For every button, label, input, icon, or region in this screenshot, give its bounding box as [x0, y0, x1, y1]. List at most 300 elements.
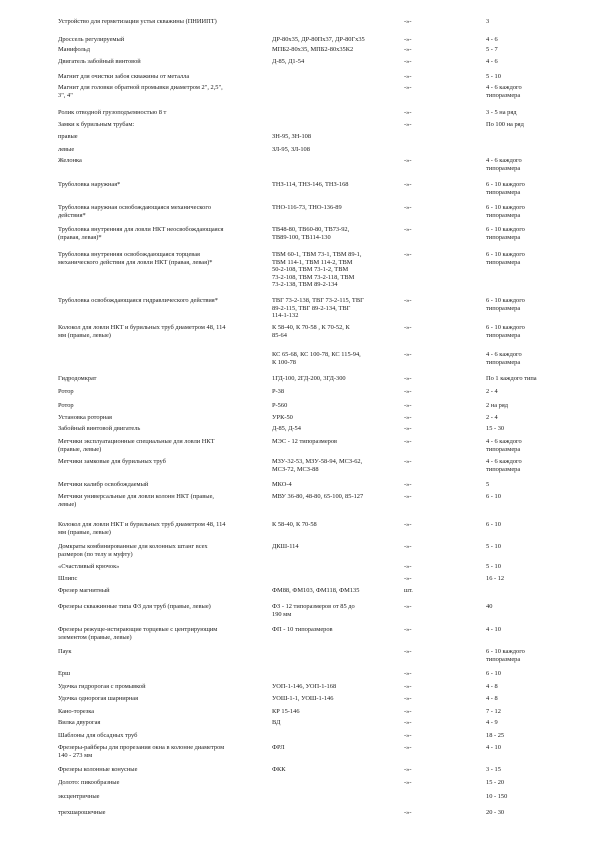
item-name-line: элементом (правые, левые) — [58, 633, 132, 641]
item-name — [58, 732, 266, 740]
item-qty-line: По 100 на ряд — [486, 121, 524, 128]
item-name-line: Желонка — [58, 157, 82, 164]
item-qty — [486, 297, 556, 312]
item-qty — [486, 766, 556, 774]
item-qty-line: 5 - 10 — [486, 543, 501, 550]
item-qty — [486, 402, 556, 410]
item-model — [272, 521, 397, 529]
item-model-line: 114-1-132 — [272, 312, 299, 320]
item-qty-line: 4 - 10 — [486, 744, 501, 751]
item-qty-line: 3 - 15 — [486, 766, 501, 773]
item-model-line: ЗН-95, ЗН-108 — [272, 133, 312, 140]
item-model — [272, 708, 397, 716]
item-qty-line: 6 - 10 каждого — [486, 251, 525, 258]
item-qty-line: типоразмера — [486, 233, 521, 241]
item-unit: -»- — [404, 481, 412, 488]
item-unit: -»- — [404, 521, 412, 528]
item-model-line: ФМ88, ФМ103, ФМ118, ФМ135 — [272, 587, 360, 594]
item-model-line: ФП - 10 типоразмеров — [272, 626, 333, 633]
item-model — [272, 351, 397, 366]
item-name — [58, 670, 266, 678]
item-unit: -»- — [404, 375, 412, 382]
item-unit: -»- — [404, 46, 412, 53]
item-qty-line: 4 - 6 каждого — [486, 351, 522, 358]
item-model-line: МЭС - 12 типоразмеров — [272, 438, 338, 445]
item-unit: -»- — [404, 226, 412, 233]
item-name — [58, 809, 266, 817]
item-qty-line: 6 - 10 каждого — [486, 297, 525, 304]
item-name-line: Колокол для ловли НКТ и бурильных труб диаметром 48, 114 — [58, 521, 226, 528]
item-model-line: КС 65-68, КС 100-78, КС 115-94, — [272, 351, 361, 358]
item-model-line: МПБ2-80х35, МПБ2-80х35К2 — [272, 46, 354, 53]
item-name-line: Фрезеры-райберы для прорезания окна в колонне диаметром — [58, 744, 225, 751]
item-name — [58, 626, 266, 641]
item-unit: -»- — [404, 36, 412, 43]
item-model-line: ТВ89-100, ТВ114-130 — [272, 233, 331, 241]
item-name — [58, 425, 266, 433]
item-qty-line: типоразмера — [486, 445, 521, 453]
item-qty — [486, 481, 556, 489]
item-unit: -»- — [404, 695, 412, 702]
item-model-line: ФЗ - 12 типоразмеров от 85 до — [272, 603, 355, 610]
item-model — [272, 36, 397, 44]
item-name-line: (правые, левые) — [58, 445, 102, 453]
item-name-line: Забойный винтовой двигатель — [58, 425, 141, 432]
item-unit: -»- — [404, 563, 412, 570]
item-qty-line: 4 - 6 каждого — [486, 458, 522, 465]
item-qty-line: типоразмера — [486, 164, 521, 172]
item-model-line: ФРЛ — [272, 744, 285, 751]
item-qty-line: 5 - 7 — [486, 46, 498, 53]
item-qty — [486, 438, 556, 453]
item-model-line: ТВ48-80, ТВ60-80, ТВ73-92, — [272, 226, 350, 233]
item-name-line: Фрезеры колонные конусные — [58, 766, 138, 773]
item-qty-line: 5 - 10 — [486, 563, 501, 570]
item-name-line: левые) — [58, 500, 77, 508]
item-model — [272, 766, 397, 774]
item-name-line: Фрезер магнитный — [58, 587, 110, 594]
item-name — [58, 683, 266, 691]
item-qty-line: типоразмера — [486, 258, 521, 266]
item-model-line: 73-2-138, ТВМ 89-2-134 — [272, 281, 338, 289]
item-name — [58, 84, 266, 99]
item-qty — [486, 695, 556, 703]
item-model — [272, 695, 397, 703]
item-qty-line: типоразмера — [486, 304, 521, 312]
item-name — [58, 18, 266, 26]
item-name-line: Шаблоны для обсадных труб — [58, 732, 138, 739]
item-name — [58, 493, 266, 508]
item-name — [58, 575, 266, 583]
item-qty — [486, 251, 556, 266]
item-name-line: левые — [58, 146, 75, 153]
item-qty-line: типоразмера — [486, 188, 521, 196]
item-qty-line: 4 - 8 — [486, 695, 498, 702]
item-qty-line: 4 - 6 каждого — [486, 84, 522, 91]
item-qty-line: 18 - 25 — [486, 732, 505, 739]
item-model-line: ТВМ 60-1, ТВМ 73-1, ТВМ 89-1, — [272, 251, 362, 258]
item-model-line: МКО-4 — [272, 481, 292, 488]
item-name — [58, 779, 266, 787]
item-name-line: Метчики эксплуатационные специальные для ловли НКТ — [58, 438, 215, 445]
item-model-line: МСЗ-72, МСЗ-88 — [272, 465, 319, 473]
item-model-line: УОП-1-146, УОП-1-168 — [272, 683, 337, 690]
item-unit: -»- — [404, 493, 412, 500]
item-unit: -»- — [404, 324, 412, 331]
item-name-line: Двигатель забойный винтовой — [58, 58, 141, 65]
item-unit: -»- — [404, 683, 412, 690]
item-model — [272, 425, 397, 433]
item-name-line: Манифольд — [58, 46, 90, 53]
item-unit: -»- — [404, 121, 412, 128]
item-name — [58, 251, 266, 266]
item-qty — [486, 121, 556, 129]
item-name-line: Долото: пикообразные — [58, 779, 120, 786]
item-qty — [486, 204, 556, 219]
item-model-line: 1ГД-100, 2ГД-200, 3ГД-300 — [272, 375, 346, 382]
item-name-line: Метчики замковые для бурильных труб — [58, 458, 166, 465]
item-qty — [486, 575, 556, 583]
item-name — [58, 603, 266, 611]
item-qty — [486, 58, 556, 66]
item-model-line: КР 15-146 — [272, 708, 300, 715]
item-name — [58, 744, 266, 759]
item-qty — [486, 744, 556, 752]
item-name — [58, 481, 266, 489]
item-unit: -»- — [404, 73, 412, 80]
item-name-line: Магнит для головки обратной промывки диаметром 2", 2,5", — [58, 84, 223, 91]
item-model-line: Д-85, Д-54 — [272, 425, 301, 432]
item-name — [58, 133, 266, 141]
item-name — [58, 297, 266, 305]
item-qty-line: 6 - 10 каждого — [486, 226, 525, 233]
item-model-line: ТНЗ-114, ТНЗ-146, ТНЗ-168 — [272, 181, 349, 188]
item-model-line: ТНО-116-73, ТНО-136-89 — [272, 204, 342, 211]
item-unit: -»- — [404, 744, 412, 751]
item-name — [58, 543, 266, 558]
item-qty-line: типоразмера — [486, 655, 521, 663]
item-qty-line: 15 - 20 — [486, 779, 505, 786]
item-model — [272, 133, 397, 141]
item-name — [58, 458, 266, 466]
item-name — [58, 414, 266, 422]
item-model — [272, 204, 397, 212]
item-model — [272, 481, 397, 489]
item-qty — [486, 648, 556, 663]
item-qty-line: 4 - 6 каждого — [486, 438, 522, 445]
item-name-line: механического действия для ловли НКТ (правая, левая)* — [58, 258, 213, 266]
item-qty-line: 16 - 12 — [486, 575, 505, 582]
item-name-line: Замки к бурильным трубам: — [58, 121, 135, 128]
item-model-line: ДР-80х35, ДР-80Пх37, ДР-80Гх35 — [272, 36, 365, 43]
item-qty — [486, 732, 556, 740]
item-name — [58, 695, 266, 703]
item-qty-line: 20 - 30 — [486, 809, 505, 816]
item-qty — [486, 543, 556, 551]
item-name — [58, 793, 266, 801]
item-model-line: УРК-50 — [272, 414, 293, 421]
item-qty-line: типоразмера — [486, 465, 521, 473]
item-model — [272, 402, 397, 410]
item-model — [272, 146, 397, 154]
item-model-line: К 58-40, К 70-58 — [272, 521, 317, 528]
item-name-line: эксцентричные — [58, 793, 100, 800]
item-qty — [486, 563, 556, 571]
item-name-line: (правая, левая)* — [58, 233, 102, 241]
item-qty-line: 5 - 10 — [486, 73, 501, 80]
item-name-line: Фрезеры скважинные типа ФЗ для труб (правые, левые) — [58, 603, 211, 610]
item-qty — [486, 603, 556, 611]
item-unit: шт. — [404, 587, 413, 594]
item-name-line: Труболовка внутренняя для ловли НКТ неосвобождающаяся — [58, 226, 224, 233]
item-name — [58, 388, 266, 396]
item-name-line: Ротор — [58, 402, 74, 409]
item-unit: -»- — [404, 543, 412, 550]
item-model-line: К 58-40, К 70-58 , К 70-52, К — [272, 324, 350, 331]
item-model — [272, 438, 397, 446]
item-model-line: К 100-78 — [272, 358, 296, 366]
item-name — [58, 648, 266, 656]
item-name-line: Труболовка наружная освобождающаяся механического — [58, 204, 212, 211]
item-model — [272, 626, 397, 634]
item-unit: -»- — [404, 58, 412, 65]
item-model-line: ТВГ 73-2-138, ТВГ 73-2-115, ТВГ — [272, 297, 364, 304]
item-unit: -»- — [404, 402, 412, 409]
item-name-line: Шлипс — [58, 575, 78, 582]
item-qty-line: 4 - 6 каждого — [486, 157, 522, 164]
item-qty — [486, 109, 556, 117]
item-qty — [486, 793, 556, 801]
item-name-line: 140 - 273 мм — [58, 751, 93, 759]
item-model — [272, 683, 397, 691]
item-qty — [486, 181, 556, 196]
item-name — [58, 708, 266, 716]
item-name-line: Труболовка освобождающаяся гидравлического действия* — [58, 297, 218, 304]
item-model — [272, 543, 397, 551]
item-qty — [486, 708, 556, 716]
item-qty — [486, 683, 556, 691]
item-model-line: ФКК — [272, 766, 286, 773]
item-model-line: 73-2-108, ТВМ 73-2-118, ТВМ — [272, 273, 355, 281]
item-name — [58, 157, 266, 165]
item-qty — [486, 493, 556, 501]
item-name-line: Колокол для ловли НКТ и бурильных труб диаметром 48, 114 — [58, 324, 226, 331]
item-qty-line: 3 — [486, 18, 490, 25]
item-name-line: Гидродомкрат — [58, 375, 97, 382]
item-unit: -»- — [404, 648, 412, 655]
item-unit: -»- — [404, 438, 412, 445]
item-name-line: мм (правые, левые) — [58, 331, 111, 339]
item-model — [272, 181, 397, 189]
item-unit: -»- — [404, 297, 412, 304]
item-name — [58, 109, 266, 117]
item-name — [58, 46, 266, 54]
item-name-line: Труболовка внутренняя освобождающаяся торцевая — [58, 251, 201, 258]
item-qty-line: 4 - 9 — [486, 719, 498, 726]
item-qty — [486, 521, 556, 529]
item-qty — [486, 809, 556, 817]
item-name — [58, 563, 266, 571]
item-name — [58, 204, 266, 219]
item-qty-line: 7 - 12 — [486, 708, 501, 715]
item-name-line: размеров (по телу и муфту) — [58, 550, 133, 558]
item-unit: -»- — [404, 575, 412, 582]
item-name-line: Вилка двурогая — [58, 719, 101, 726]
item-name — [58, 121, 266, 129]
item-model — [272, 458, 397, 473]
item-name — [58, 375, 266, 383]
item-model — [272, 226, 397, 241]
item-name — [58, 226, 266, 241]
item-qty-line: 6 - 10 каждого — [486, 181, 525, 188]
item-qty-line: 6 - 10 — [486, 670, 501, 677]
item-model — [272, 58, 397, 66]
item-model-line: 50-2-108, ТВМ 73-1-2, ТВМ — [272, 266, 349, 274]
item-qty-line: По 1 каждого типа — [486, 375, 537, 382]
item-model — [272, 719, 397, 727]
item-name-line: Метчики универсальные для ловли колонн НКТ (правые, — [58, 493, 215, 500]
item-unit: -»- — [404, 351, 412, 358]
item-qty — [486, 324, 556, 339]
item-model — [272, 388, 397, 396]
item-model — [272, 603, 397, 618]
item-name — [58, 324, 266, 339]
item-qty-line: типоразмера — [486, 91, 521, 99]
item-name-line: Паук — [58, 648, 72, 655]
item-qty — [486, 375, 556, 383]
item-unit: -»- — [404, 809, 412, 816]
item-unit: -»- — [404, 388, 412, 395]
item-unit: -»- — [404, 719, 412, 726]
item-model — [272, 324, 397, 339]
item-qty — [486, 779, 556, 787]
item-qty-line: 6 - 10 каждого — [486, 648, 525, 655]
item-qty — [486, 46, 556, 54]
item-qty — [486, 36, 556, 44]
item-unit: -»- — [404, 181, 412, 188]
item-model-line: МЗУ-32-53, МЗУ-58-94, МСЗ-62, — [272, 458, 363, 465]
item-qty-line: типоразмера — [486, 358, 521, 366]
item-qty — [486, 84, 556, 99]
item-model — [272, 414, 397, 422]
item-qty — [486, 414, 556, 422]
item-model-line: Д-85, Д1-54 — [272, 58, 305, 65]
item-name — [58, 521, 266, 536]
item-qty-line: 6 - 10 каждого — [486, 324, 525, 331]
item-name — [58, 766, 266, 774]
item-unit: -»- — [404, 18, 412, 25]
item-model-line: 85-64 — [272, 331, 287, 339]
item-unit: -»- — [404, 779, 412, 786]
item-unit: -»- — [404, 84, 412, 91]
item-qty-line: 10 - 150 — [486, 793, 508, 800]
item-name-line: правые — [58, 133, 78, 140]
item-qty-line: 5 — [486, 481, 490, 488]
item-qty-line: 2 - 4 — [486, 388, 498, 395]
item-name-line: Устройство для герметизации устья скважины (ПНИИПТ) — [58, 18, 217, 25]
item-model — [272, 587, 397, 595]
item-unit: -»- — [404, 626, 412, 633]
item-name-line: Ролик отводной грузоподъемностью 8 т — [58, 109, 167, 116]
item-qty-line: 2 - 4 — [486, 414, 498, 421]
item-model-line: МВУ 36-80, 48-80, 65-100, 85-127 — [272, 493, 364, 500]
item-name-line: Удочка однорогая шарнирная — [58, 695, 139, 702]
item-name-line: мм (правые, левые) — [58, 528, 111, 536]
item-model — [272, 493, 397, 501]
item-qty — [486, 719, 556, 727]
item-unit: -»- — [404, 670, 412, 677]
item-qty-line: 3 - 5 на ряд — [486, 109, 517, 116]
item-name-line: Магнит для очистки забоя скважины от металла — [58, 73, 190, 80]
item-model-line: 190 мм — [272, 610, 292, 618]
item-qty-line: 4 - 8 — [486, 683, 498, 690]
item-model — [272, 297, 397, 320]
item-model-line: ТВМ 114-1, ТВМ 114-2, ТВМ — [272, 258, 353, 266]
item-qty-line: 6 - 10 — [486, 521, 501, 528]
item-qty-line: типоразмера — [486, 331, 521, 339]
item-model — [272, 46, 397, 54]
item-model — [272, 744, 397, 752]
item-unit: -»- — [404, 603, 412, 610]
item-qty — [486, 226, 556, 241]
item-model-line: ЗЛ-95, ЗЛ-108 — [272, 146, 310, 153]
item-qty-line: 4 - 10 — [486, 626, 501, 633]
item-name-line: Дроссель регулируемый — [58, 36, 125, 43]
item-unit: -»- — [404, 766, 412, 773]
item-qty — [486, 157, 556, 172]
item-name — [58, 402, 266, 410]
item-name-line: Фрезеры режуще-истирающие торцевые с центрирующим — [58, 626, 218, 633]
item-model-line: Р-38 — [272, 388, 285, 395]
item-qty — [486, 388, 556, 396]
item-name-line: Ротор — [58, 388, 74, 395]
item-qty — [486, 626, 556, 634]
item-name — [58, 36, 266, 44]
item-qty-line: 4 - 6 — [486, 58, 498, 65]
item-unit: -»- — [404, 708, 412, 715]
item-name-line: трехшарошечные — [58, 809, 106, 816]
item-name — [58, 438, 266, 453]
item-model-line: УОШ-1-1, УОШ-1-146 — [272, 695, 334, 702]
item-qty-line: 6 - 10 — [486, 493, 501, 500]
item-name-line: действия* — [58, 211, 86, 219]
item-qty — [486, 351, 556, 366]
item-name-line: Домкраты комбинированные для колонных штанг всех — [58, 543, 208, 550]
item-name-line: Ерш — [58, 670, 71, 677]
item-model — [272, 251, 397, 289]
item-qty — [486, 73, 556, 81]
item-qty-line: 2 на ряд — [486, 402, 509, 409]
item-name — [58, 58, 266, 66]
item-qty-line: 4 - 6 — [486, 36, 498, 43]
item-name-line: 3", 4" — [58, 91, 73, 99]
item-unit: -»- — [404, 109, 412, 116]
item-model-line: Р-560 — [272, 402, 288, 409]
item-name-line: Удочка гидророгая с промывкой — [58, 683, 146, 690]
item-model — [272, 375, 397, 383]
item-name-line: Метчики калибр освобождаемый — [58, 481, 149, 488]
item-qty — [486, 425, 556, 433]
item-model-line: ВД — [272, 719, 281, 726]
item-name — [58, 181, 266, 189]
item-qty — [486, 18, 556, 26]
item-unit: -»- — [404, 157, 412, 164]
item-qty-line: 6 - 10 каждого — [486, 204, 525, 211]
item-unit: -»- — [404, 204, 412, 211]
item-qty-line: типоразмера — [486, 211, 521, 219]
item-unit: -»- — [404, 458, 412, 465]
item-model-line: ДКШ-114 — [272, 543, 299, 550]
